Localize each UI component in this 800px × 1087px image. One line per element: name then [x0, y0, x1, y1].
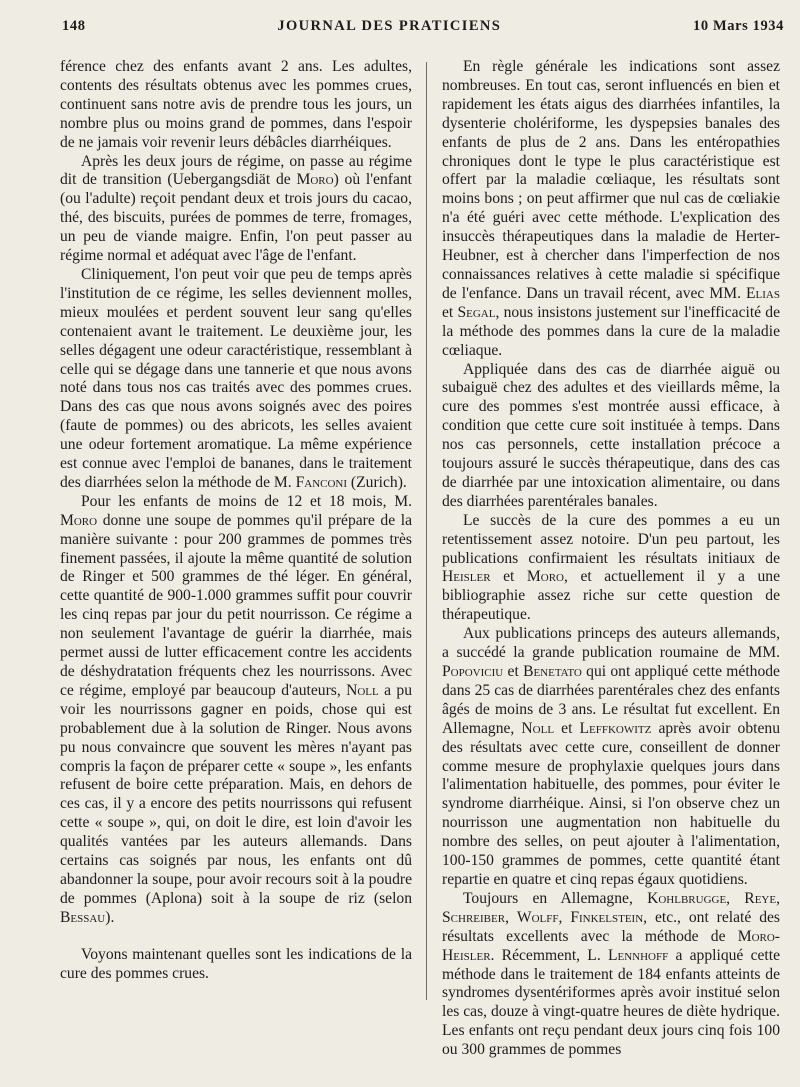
text-run: , [558, 908, 571, 926]
text-run: , etc., ont relaté des résultats excellents avec la méthode de [442, 908, 780, 945]
text-run: férence chez des enfants avant 2 ans. Les adultes, contents des résultats obtenus avec les pommes crues, continuent sans notre avis de prendre tous les jours, un nombre plus ou moins grand de pommes, dans l'espoir de ne jamais voir revenir leurs débâcles diarrhéiques. [60, 58, 412, 151]
text-run: Appliquée dans des cas de diarrhée aiguë ou subaiguë chez des adultes et des vieillards même, la cure des pommes s'est montrée aussi efficace, à condition que cette cure soit instituée à temps. Dans nos cas personnels, cette installation précoce a toujours assuré le succès thérapeutique, dans des cas de diarrhée par une intoxication alimentaire, ou dans des diarrhées parentérales banales. [442, 360, 780, 510]
paragraph [442, 58, 780, 361]
text-run: Toujours en Allemagne, [463, 889, 648, 907]
right-column [442, 58, 780, 1060]
text-run: et [490, 568, 527, 586]
text-run: , [726, 889, 745, 907]
author-name: Elias [746, 284, 780, 302]
paragraph [60, 266, 412, 493]
text-run: après avoir obtenu des résultats avec cette cure, conseillent de donner comme mesure de prophylaxie quelques jours dans l'alimentation habituelle, des pommes, pour éviter le syndrome diarrhéique. Ainsi, si l'on observe chez un nourrisson une augmentation non habituelle du nombre des selles, on peut ajouter à l'alimentation, 100-150 grammes de pommes, cette quantité étant repartie en quatre et cinq repas égaux quotidiens. [442, 719, 780, 888]
paragraph [60, 493, 412, 928]
text-run: donne une soupe de pommes qu'il prépare de la manière suivante : pour 200 grammes de pommes très finement passées, il ajoute la même quantité de solution de Ringer et 500 grammes de thé léger. En général, cette quantité de 900-1.000 grammes suffit pour couvrir les cinq repas par jour du petit nourrisson. Ce régime a non seulement l'avantage de guérir la diarrhée, mais permet aussi de lutter efficacement contre les accidents de déshydratation fréquents chez les nourrissons. Avec ce régime, employé par beaucoup d'auteurs, [60, 511, 412, 699]
author-name: Kohlbrugge [647, 889, 727, 907]
author-name: Moro [296, 171, 334, 189]
text-run: qui ont appliqué cette méthode dans 25 cas de diarrhées parentérales chez des enfants âgés de moins de 3 ans. Le résultat fut excellent. En Allemagne, [442, 663, 780, 737]
text-run: En règle générale les indications sont assez nombreuses. En tout cas, seront influencés en bien et rapidement les états aigus des diarrhées infantiles, la dysenterie cholériforme, les dyspepsies banales des enfants de plus de 2 ans. Dans les entéropathies chroniques dont le type le plus caractéristique est offert par la maladie cœliaque, les résultats sont moins bons ; on peut affirmer que nul cas de cœliakie n'a été guéri avec cette méthode. L'explication des insuccès thérapeutiques dans la maladie de Herter-Heubner, est à chercher dans l'imperfection de nos connaissances relatives à cette maladie si spécifique de l'enfance. Dans un travail récent, avec MM. [442, 58, 780, 302]
paragraph [442, 890, 780, 1060]
text-run: Aux publications princeps des auteurs allemands, a succédé la grande publication roumaine de MM. [442, 625, 780, 662]
author-name: Moro [526, 568, 564, 586]
author-name: Popoviciu [442, 663, 504, 680]
author-name: Noll [521, 719, 555, 737]
issue-date: 10 Mars 1934 [693, 18, 784, 34]
paragraph [442, 625, 780, 890]
author-name: Leffkowitz [579, 719, 652, 737]
text-run: , et actuellement il y a une bibliographie assez riche sur cette question de thérapeutique. [442, 568, 780, 624]
text-run: et [554, 719, 580, 737]
paragraph [60, 946, 412, 984]
paragraph [442, 512, 780, 625]
text-run: et [442, 303, 458, 321]
author-name: Finkelstein [570, 908, 644, 926]
text-run: , [776, 889, 780, 907]
author-name: Moro [737, 927, 775, 945]
author-name: Lennhoff [607, 946, 669, 964]
author-name: Moro [60, 511, 98, 529]
text-run: - [774, 927, 780, 945]
paragraph [60, 58, 412, 153]
author-name: Segal [457, 303, 496, 321]
author-name: Schreiber [442, 908, 506, 926]
journal-title: JOURNAL DES PRATICIENS [277, 18, 502, 34]
text-run: Le succès de la cure des pommes a eu un retentissement assez notoire. D'un peu partout, les publications confirmaient les résultats initiaux de [442, 511, 780, 567]
text-run: ) où l'enfant (ou l'adulte) reçoit pendant deux et trois jours du cacao, thé, des biscuits, purées de pommes de terre, fromages, un peu de viande maigre. Enfin, l'on peut passer au régime normal et adéquat avec l'âge de l'enfant. [60, 171, 413, 265]
paragraph [442, 361, 780, 512]
page-number: 148 [62, 18, 86, 34]
text-run: Après les deux jours de régime, on passe au régime dit de transition (Uebergangsdiät de [60, 152, 412, 189]
text-run: Cliniquement, l'on peut voir que peu de temps après l'institution de ce régime, les selles deviennent molles, mieux moulées et perdent souvent leur sang qu'elles contenaient avant le traitement. Le deuxième jour, les selles dégagent une odeur caractéristique, ressemblant à celle qui se dégage dans une tannerie et que nous avons noté dans tous nos cas traités avec des pommes crues. Dans des cas que nous avons soignés avec des poires (faute de pommes) ou des abricots, les selles avaient une odeur fortement aromatique. La même expérience est connue avec l'emploi de bananes, dans le traitement des diarrhées selon la méthode de M. [60, 265, 412, 491]
column-divider [426, 62, 427, 1000]
left-column [60, 58, 412, 984]
author-name: Benetato [523, 663, 582, 680]
author-name: Bessau [60, 908, 106, 926]
author-name: Heisler [442, 568, 491, 586]
text-run: ). [105, 908, 115, 926]
author-name: Fanconi [295, 473, 348, 491]
author-name: Wolff [516, 908, 559, 926]
author-name: Noll [346, 681, 379, 699]
text-run: , [505, 908, 517, 926]
text-run: (Zurich). [347, 473, 407, 491]
text-run: Pour les enfants de moins de 12 et 18 mois, M. [81, 492, 412, 510]
page-header [62, 18, 784, 44]
text-run: , nous insistons justement sur l'inefficacité de la méthode des pommes dans la cure de la maladie cœliaque. [442, 303, 781, 359]
text-run: a appliqué cette méthode dans le traitement de 184 enfants atteints de syndromes dysentériformes après avoir institué selon les cas, douze à vingt-quatre heures de diète hydrique. Les enfants ont reçu pendant deux jours cinq fois 100 ou 300 grammes de pommes [442, 946, 780, 1059]
paragraph [60, 153, 412, 266]
text-run: a pu voir les nourrissons gagner en poids, chose qui est probablement due à la solution de Ringer. Nous avons pu nous convaincre que souvent les mères n'ayant pas compris la façon de préparer cette « soupe », les enfants refusent de boire cette préparation. Mais, en dehors de ces cas, il y a encore des petits nourrissons qui refusent cette « soupe », qui, on doit le dire, est loin d'avoir les qualités vantées par les auteurs allemands. Dans certains cas soignés par nous, les enfants ont dû abandonner la soupe, pour avoir recours soit à la poudre de pommes (Aplona) soit à la soupe de riz (selon [60, 681, 412, 907]
text-run: . Récemment, L. [490, 946, 608, 964]
text-run: et [503, 663, 524, 680]
text-run: Voyons maintenant quelles sont les indications de la cure des pommes crues. [60, 945, 412, 982]
author-name: Reye [744, 889, 777, 907]
author-name: Heisler [442, 946, 491, 964]
